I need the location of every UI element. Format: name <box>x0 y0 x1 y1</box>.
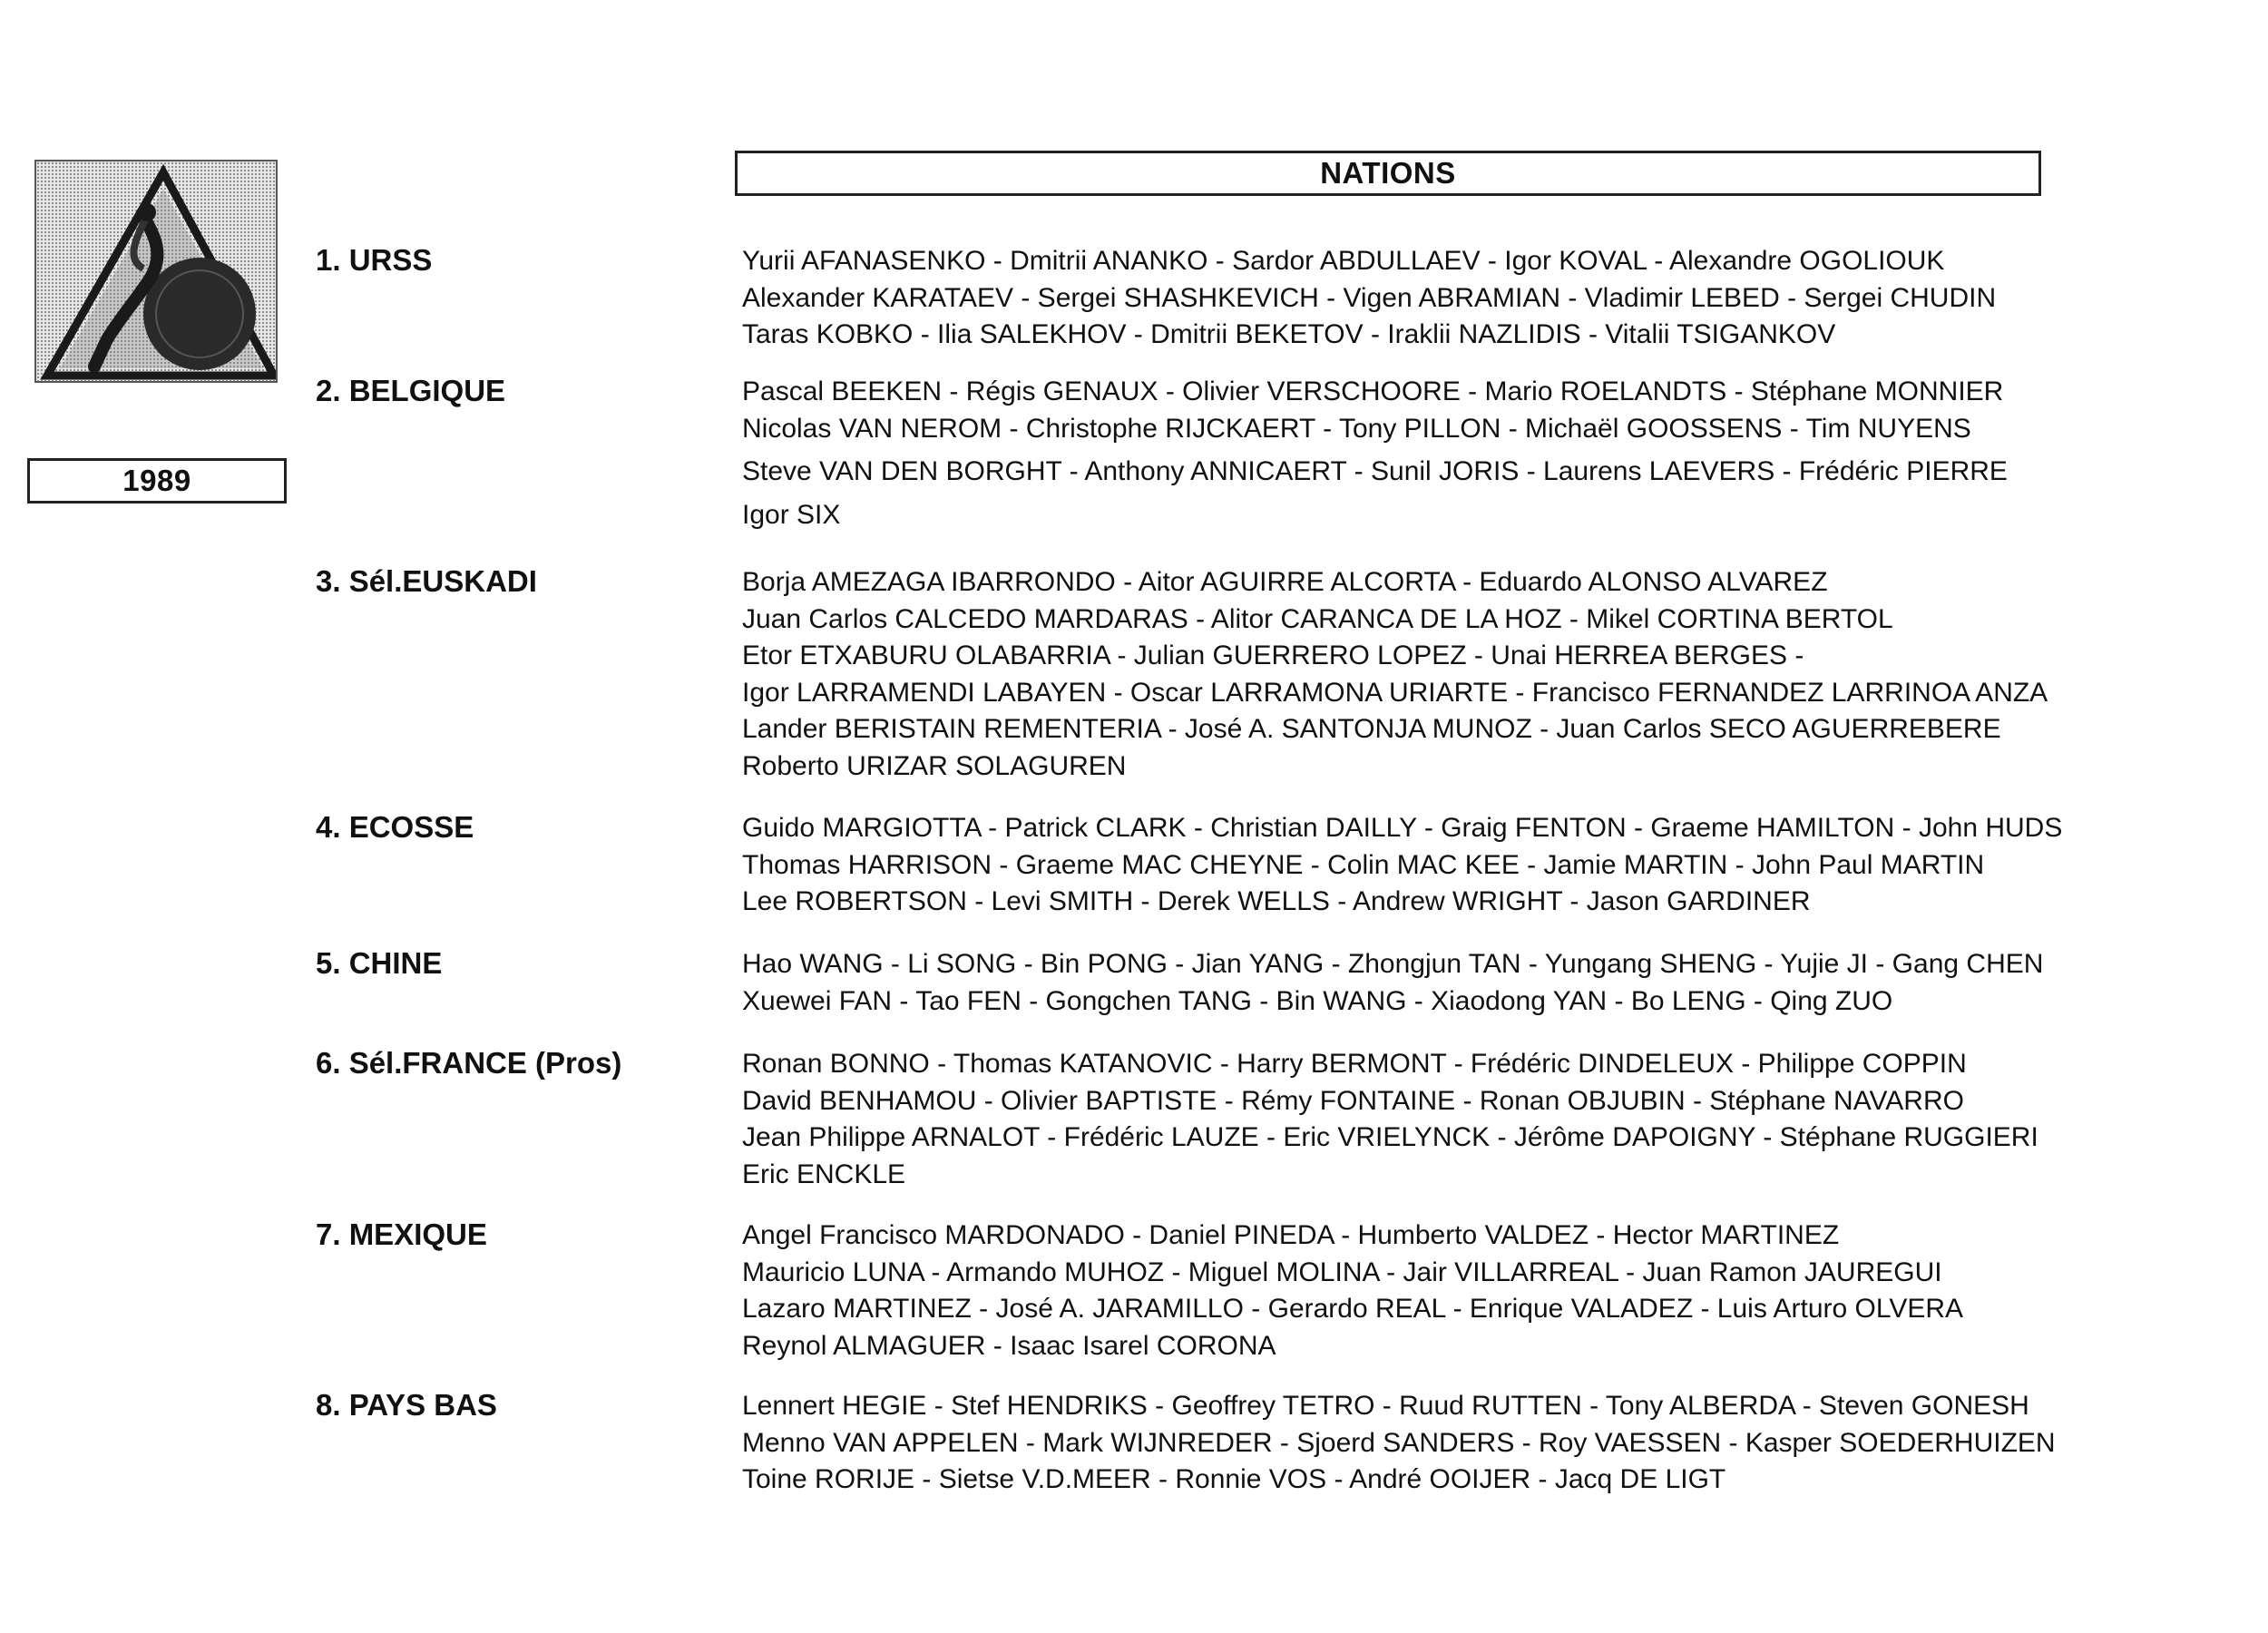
roster-line: Alexander KARATAEV - Sergei SHASHKEVICH - Vigen ABRAMIAN - Vladimir LEBED - Sergei CHUDIN <box>742 282 1997 313</box>
roster-line: Borja AMEZAGA IBARRONDO - Aitor AGUIRRE ALCORTA - Eduardo ALONSO ALVAREZ <box>742 567 1828 597</box>
nation-name: 3. Sél.EUSKADI <box>316 564 537 598</box>
roster-line: Yurii AFANASENKO - Dmitrii ANANKO - Sardor ABDULLAEV - Igor KOVAL - Alexandre OGOLIOUK <box>742 246 1945 276</box>
cyclist-triangle-logo <box>34 160 278 383</box>
roster-line: Lander BERISTAIN REMENTERIA - José A. SANTONJA MUNOZ - Juan Carlos SECO AGUERREBERE <box>742 714 2001 744</box>
roster-line: Juan Carlos CALCEDO MARDARAS - Alitor CARANCA DE LA HOZ - Mikel CORTINA BERTOL <box>742 603 1893 634</box>
roster-line: Lazaro MARTINEZ - José A. JARAMILLO - Gerardo REAL - Enrique VALADEZ - Luis Arturo OLVERA <box>742 1294 1964 1324</box>
roster-line: Jean Philippe ARNALOT - Frédéric LAUZE - Eric VRIELYNCK - Jérôme DAPOIGNY - Stéphane RUGGIERI <box>742 1122 2038 1152</box>
roster-line: Xuewei FAN - Tao FEN - Gongchen TANG - Bin WANG - Xiaodong YAN - Bo LENG - Qing ZUO <box>742 985 1893 1016</box>
roster <box>742 374 2248 533</box>
nation-name: 6. Sél.FRANCE (Pros) <box>316 1046 622 1080</box>
roster-line: Pascal BEEKEN - Régis GENAUX - Olivier VERSCHOORE - Mario ROELANDTS - Stéphane MONNIER <box>742 376 2004 406</box>
roster <box>742 810 2248 921</box>
roster-line: Angel Francisco MARDONADO - Daniel PINEDA - Humberto VALDEZ - Hector MARTINEZ <box>742 1220 1840 1250</box>
roster-line: Reynol ALMAGUER - Isaac Isarel CORONA <box>742 1330 1276 1361</box>
roster <box>742 946 2248 1020</box>
page-title: NATIONS <box>735 151 2041 196</box>
roster-line: Toine RORIJE - Sietse V.D.MEER - Ronnie VOS - André OOIJER - Jacq DE LIGT <box>742 1464 1726 1494</box>
nation-name: 8. PAYS BAS <box>316 1388 497 1422</box>
roster-line: Hao WANG - Li SONG - Bin PONG - Jian YANG - Zhongjun TAN - Yungang SHENG - Yujie JI - Gang CHEN <box>742 949 2044 979</box>
roster-line: Guido MARGIOTTA - Patrick CLARK - Christian DAILLY - Graig FENTON - Graeme HAMILTON - John HUDS <box>742 813 2063 843</box>
roster <box>742 564 2248 785</box>
year-label: 1989 <box>27 458 287 504</box>
roster-line: Roberto URIZAR SOLAGUREN <box>742 750 1127 781</box>
nation-name: 2. BELGIQUE <box>316 374 506 407</box>
roster-line: Nicolas VAN NEROM - Christophe RIJCKAERT - Tony PILLON - Michaël GOOSSENS - Tim NUYENS <box>742 413 1971 444</box>
roster-line: Eric ENCKLE <box>742 1159 906 1189</box>
roster <box>742 1217 2248 1364</box>
nation-name: 5. CHINE <box>316 946 443 980</box>
logo-graphic <box>36 161 278 383</box>
roster-line: Etor ETXABURU OLABARRIA - Julian GUERRERO LOPEZ - Unai HERREA BERGES - <box>742 640 1804 670</box>
roster-line: Menno VAN APPELEN - Mark WIJNREDER - Sjoerd SANDERS - Roy VAESSEN - Kasper SOEDERHUIZEN <box>742 1427 2056 1458</box>
nation-name: 4. ECOSSE <box>316 810 474 844</box>
roster-line: Steve VAN DEN BORGHT - Anthony ANNICAERT - Sunil JORIS - Laurens LAEVERS - Frédéric PIERRE <box>742 456 2008 486</box>
roster <box>742 243 2248 354</box>
roster <box>742 1388 2248 1499</box>
roster <box>742 1046 2248 1193</box>
roster-line: Taras KOBKO - Ilia SALEKHOV - Dmitrii BEKETOV - Iraklii NAZLIDIS - Vitalii TSIGANKOV <box>742 319 1836 349</box>
roster-line: Igor SIX <box>742 499 841 530</box>
roster-line: David BENHAMOU - Olivier BAPTISTE - Rémy FONTAINE - Ronan OBJUBIN - Stéphane NAVARRO <box>742 1085 1964 1116</box>
roster-line: Thomas HARRISON - Graeme MAC CHEYNE - Colin MAC KEE - Jamie MARTIN - John Paul MARTIN <box>742 849 1985 880</box>
nation-name: 7. MEXIQUE <box>316 1217 487 1251</box>
roster-line: Igor LARRAMENDI LABAYEN - Oscar LARRAMONA URIARTE - Francisco FERNANDEZ LARRINOA ANZA <box>742 677 2048 708</box>
roster-line: Lee ROBERTSON - Levi SMITH - Derek WELLS - Andrew WRIGHT - Jason GARDINER <box>742 886 1811 916</box>
roster-line: Mauricio LUNA - Armando MUHOZ - Miguel MOLINA - Jair VILLARREAL - Juan Ramon JAUREGUI <box>742 1257 1942 1287</box>
roster-line: Ronan BONNO - Thomas KATANOVIC - Harry BERMONT - Frédéric DINDELEUX - Philippe COPPIN <box>742 1049 1967 1079</box>
roster-line: Lennert HEGIE - Stef HENDRIKS - Geoffrey TETRO - Ruud RUTTEN - Tony ALBERDA - Steven GONESH <box>742 1391 2029 1421</box>
nation-name: 1. URSS <box>316 243 433 277</box>
